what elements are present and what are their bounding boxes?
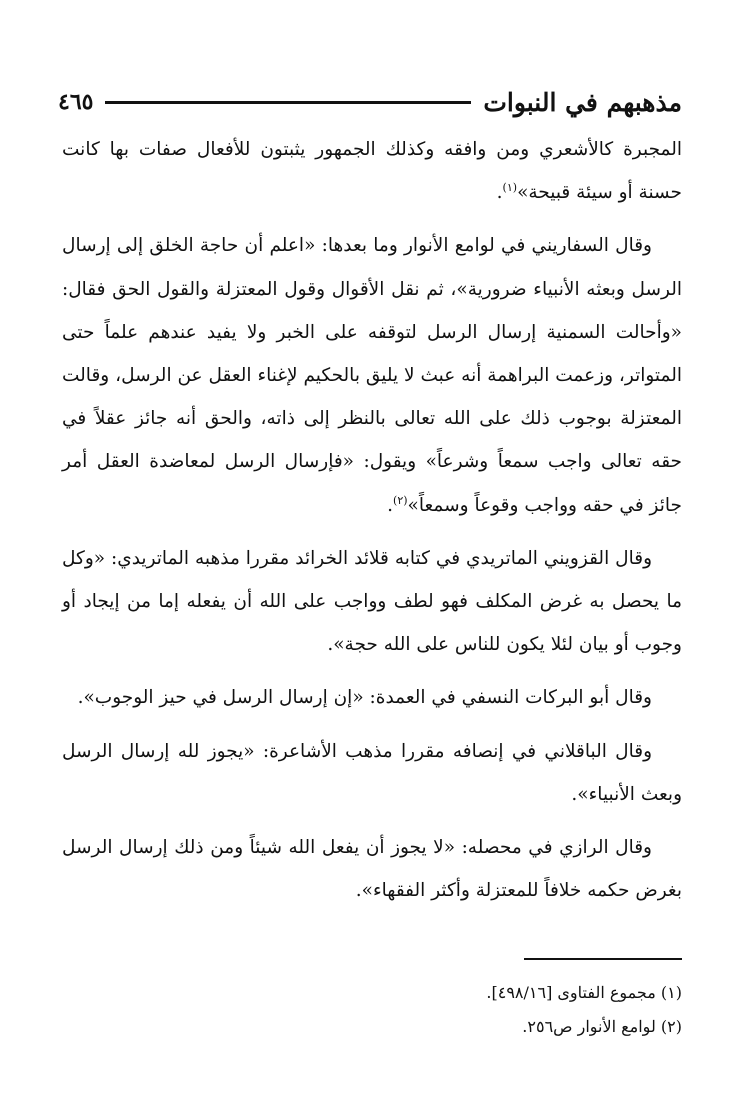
paragraph-qazwini: وقال القزويني الماتريدي في كتابه قلائد الخرائد مقررا مذهبه الماتريدي: «وكل ما يحصل به غرض المكلف فهو لطف وواجب على الله أن يفعله إما من إيجاد أو وجوب أو بيان لئلا يكون للناس على الله حجة».	[62, 547, 682, 656]
paragraph-continuation: المجبرة كالأشعري ومن وافقه وكذلك الجمهور يثبتون للأفعال صفات بها كانت حسنة أو سيئة قبيحة»$^{(١)}$.	[62, 139, 682, 204]
footnote-1: (١) مجموع الفتاوى [٤٩٨/١٦].	[486, 983, 682, 1002]
paragraph-razi: وقال الرازي في محصله: «لا يجوز أن يفعل الله شيئاً ومن ذلك إرسال الرسل بغرض حكمه خلافاً للمعتزلة وأكثر الفقهاء».	[62, 837, 682, 902]
running-title: مذهبهم في النبوات	[483, 87, 682, 117]
paragraph-nasafi: وقال أبو البركات النسفي في العمدة: «إن إرسال الرسل في حيز الوجوب».	[77, 687, 652, 709]
body-text	[62, 128, 682, 922]
header-rule	[105, 101, 471, 104]
paragraph-safarini: وقال السفاريني في لوامع الأنوار وما بعدها: «اعلم أن حاجة الخلق إلى إرسال الرسل وبعثه الأنبياء ضرورية»، ثم نقل الأقوال وقول المعتزلة والقول الحق فقال: «وأحالت السمنية إرسال الرسل لتوقفه على الخبر ولا يفيد عندهم علماً حتى المتواتر، وزعمت البراهمة أنه عبث لا يليق بالحكيم لإغناء العقل عن الرسل، وقالت المعتزلة بوجوب ذلك على الله تعالى بالنظر إلى ذاته، والحق أنه جائز عقلاً في حقه تعالى واجب سمعاً وشرعاً» ويقول: «فإرسال الرسل لمعاضدة العقل أمر جائز في حقه وواجب وقوعاً وسمعاً»$^{(٢)}$.	[62, 235, 682, 516]
footnotes	[62, 976, 682, 1044]
paragraph-baqillani: وقال الباقلاني في إنصافه مقررا مذهب الأشاعرة: «يجوز لله إرسال الرسل وبعث الأنبياء».	[62, 740, 682, 805]
running-header	[58, 82, 682, 122]
footnote-ref-2: (٢)	[393, 493, 408, 507]
footnote-2: (٢) لوامع الأنوار ص٢٥٦.	[522, 1017, 682, 1036]
page-number: ٤٦٥	[58, 89, 94, 115]
footnote-separator	[524, 958, 682, 960]
footnote-ref-1: (١)	[502, 181, 518, 195]
